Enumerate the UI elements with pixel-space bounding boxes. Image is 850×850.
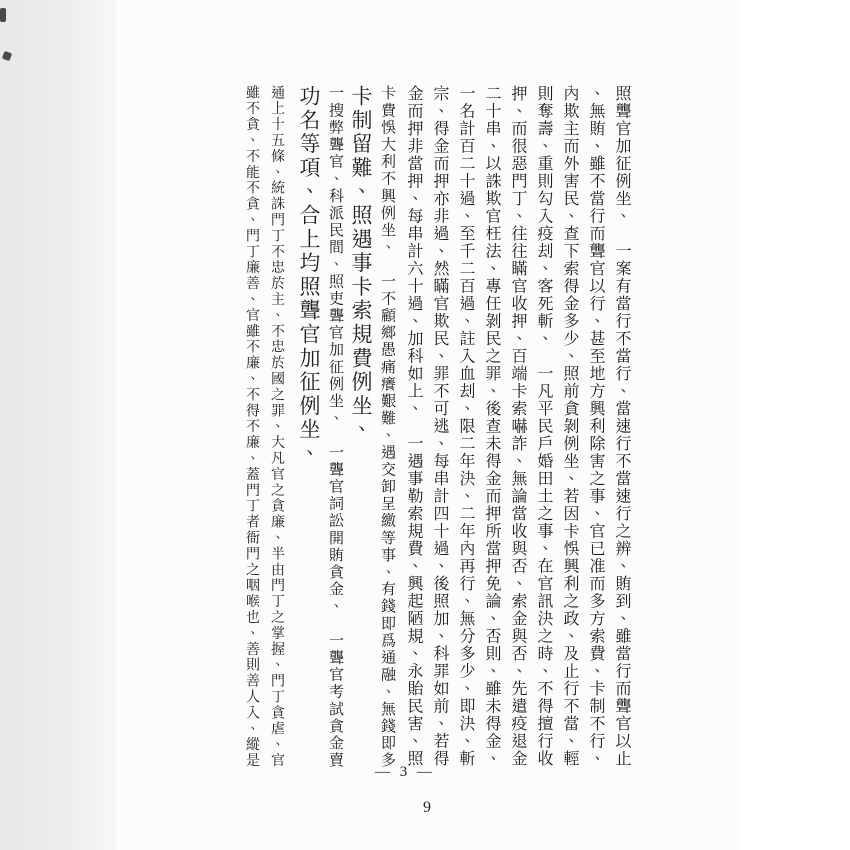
sheet-number: 9	[423, 799, 431, 816]
text-column: 卡制留難、照遇事卡索規費例坐、	[349, 85, 373, 442]
text-column: 卡費悞大利不興例坐、 一不顧鄉愚痛癢艱難、遇交卸呈繳等事、有錢即爲通融、無錢即多	[379, 85, 395, 769]
text-column: 則奪壽、重則勾入疫刦、客死斬、 一凡平民戶婚田土之事、在官訊決之時、不得擅行收	[535, 85, 552, 768]
text-column: 押、而很惡門丁、往往瞞官收押、百端卡索嚇詐、無論當收與否、索金與否、先遣疫退金	[509, 85, 526, 768]
scan-margin-white	[738, 0, 850, 850]
text-column: 內欺主而外害民、查下索得金多少、照前貪剝例坐、若因卡悞興利之政、及止行不當、輕	[561, 85, 578, 768]
scan-edge-mark	[0, 8, 6, 22]
text-column: 一名計百二十過、至千二百過、註入血刦、限二年決、二年內再行、無分多少、即決、斬	[457, 85, 474, 768]
text-column: 二十串、以誅欺官枉法、專任剝民之罪、後查未得金而押所當押免論、否則、雖未得金、	[483, 85, 500, 768]
commentary-column: 雖不貪、不能不貪、門丁廉善、官雖不廉、不得不廉、蓋門丁者衙門之咽喉也、善則善人入、縱是	[244, 85, 259, 769]
text-column: 照聾官加征例坐、 一案有當行不當行、當速行不當速行之辨、賄到、雖當行而聾官以止	[613, 85, 630, 768]
scan-margin-shade	[0, 0, 116, 850]
text-column: 功名等項、合上均照聾官加征例坐、	[297, 85, 321, 466]
text-column: 金而押非當押、每串計六十過、加科如上、 一遇事勒索規費、興起陋規、永貽民害、照	[405, 85, 422, 768]
commentary-column: 通上十五條、統誅門丁不忠於主、不忠於國之罪、大凡官之貪廉、半由門丁之掌握、門丁貪虐、官	[269, 85, 284, 769]
page-number: — 3 —	[375, 764, 435, 780]
text-block	[236, 85, 634, 767]
text-column: 、無賄、雖不當行而聾官以行、甚至地方興利除害之事、官已准而多方索費、卡制不行、	[587, 85, 604, 768]
text-column: 宗、得金而押亦非過、然瞞官欺民、罪不可逃、每串計四十過、後照加、科罪如前、若得	[431, 85, 448, 768]
text-column: 一搜弊聾官、科派民間、照吏聾官加征例坐、 一聾官詞訟開賄貪金、 一聾官考試貪金賣	[327, 85, 343, 769]
